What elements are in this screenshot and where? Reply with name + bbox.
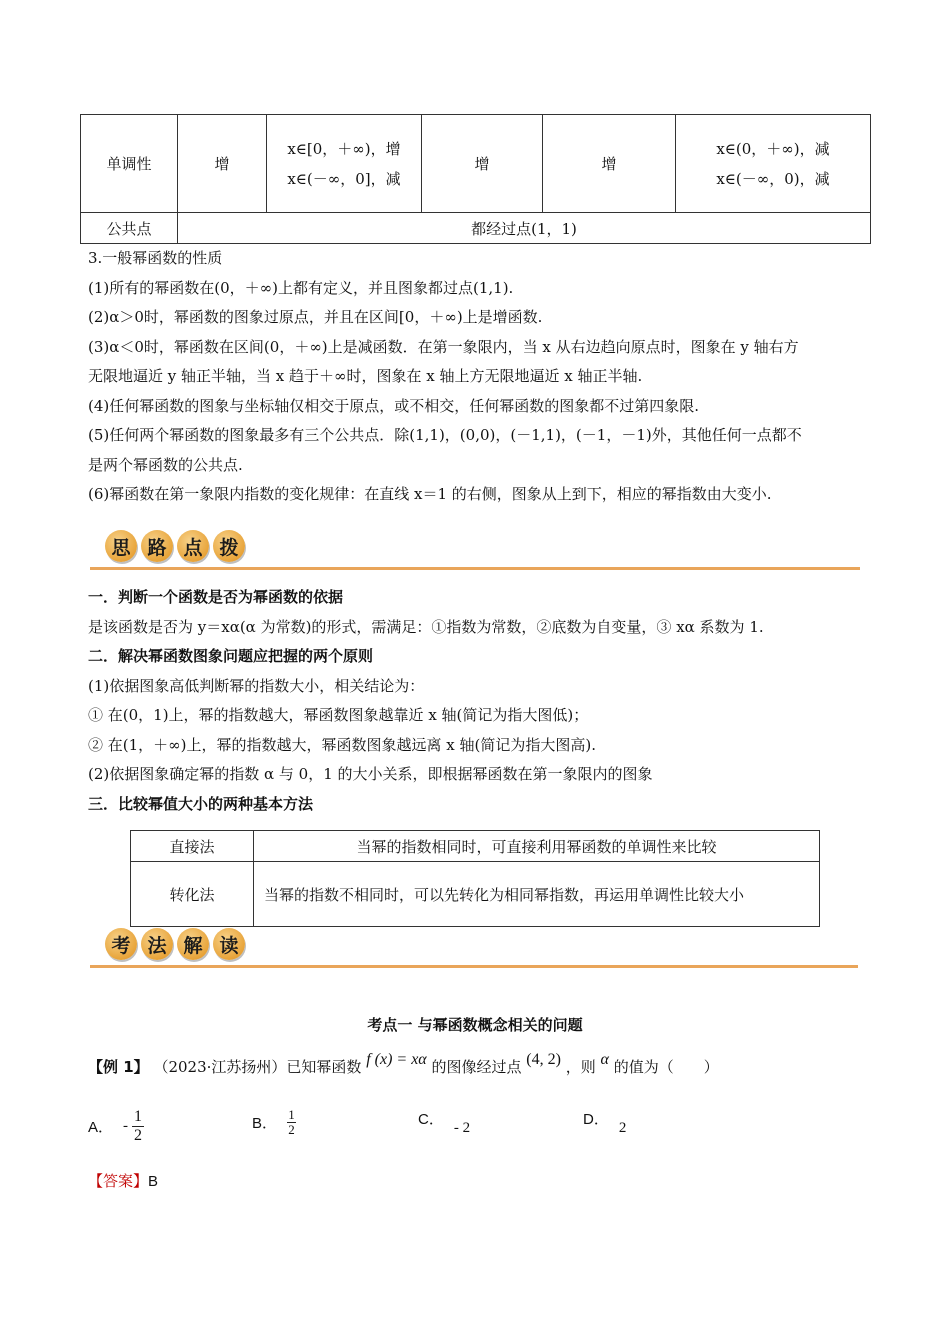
option-a-fraction bbox=[132, 1108, 144, 1145]
option-d-value: 2 bbox=[618, 1120, 627, 1136]
example-1 bbox=[88, 1051, 719, 1077]
power-function-table bbox=[80, 114, 871, 244]
tips-heading-2: 二．解决幂函数图象问题应把握的两个原则 bbox=[88, 647, 374, 665]
banner-methods-char-4: 读 bbox=[213, 928, 245, 960]
tips-section bbox=[88, 583, 868, 819]
banner-tips-char-3: 点 bbox=[177, 530, 209, 562]
option-c-value: - 2 bbox=[453, 1120, 471, 1136]
banner-methods-char-2: 法 bbox=[141, 928, 173, 960]
monotonic-label: 单调性 bbox=[81, 115, 178, 213]
method-row-transform bbox=[131, 862, 820, 927]
answer-label: 【答案】 bbox=[88, 1172, 149, 1190]
tips-heading-3: 三．比较幂值大小的两种基本方法 bbox=[88, 794, 314, 813]
monotonic-c5-line1: x∈(0，＋∞)，减 bbox=[716, 139, 830, 158]
property-3-line1: (3)α＜0时，幂函数在区间(0，＋∞)上是减函数．在第一象限内，当 x 从右边趋向原点时，图象在 y 轴右方 bbox=[88, 337, 799, 356]
tips-text-1: 是该函数是否为 y＝xα(α 为常数)的形式，需满足：①指数为常数，②底数为自变量，③ xα 系数为 1. bbox=[88, 617, 764, 636]
method-transform-key: 转化法 bbox=[131, 862, 254, 927]
option-c[interactable] bbox=[418, 1108, 471, 1136]
method-direct-value: 当幂的指数相同时，可直接利用幂函数的单调性来比较 bbox=[254, 831, 820, 862]
common-point-value: 都经过点(1，1) bbox=[178, 213, 871, 244]
property-6: (6)幂函数在第一象限内指数的变化规律：在直线 x＝1 的右侧，图象从上到下，相应的幂指数由大变小. bbox=[88, 485, 772, 503]
banner-tips-char-2: 路 bbox=[141, 530, 173, 562]
banner-tips-char-1: 思 bbox=[105, 530, 137, 562]
property-2: (2)α＞0时，幂函数的图象过原点，并且在区间[0，＋∞)上是增函数. bbox=[88, 308, 543, 326]
option-c-label: C． bbox=[418, 1111, 444, 1128]
monotonic-c2 bbox=[267, 115, 422, 213]
example-alpha: α bbox=[600, 1051, 609, 1068]
common-point-row bbox=[81, 213, 871, 244]
option-b-fraction bbox=[287, 1108, 296, 1137]
example-text-c: ，则 bbox=[565, 1058, 596, 1076]
example-text-b: 的图像经过点 bbox=[431, 1058, 522, 1076]
example-label: 【例 1】 bbox=[88, 1058, 149, 1076]
monotonic-c4: 增 bbox=[543, 115, 676, 213]
option-b-denominator: 2 bbox=[288, 1122, 295, 1137]
banner-methods-char-1: 考 bbox=[105, 928, 137, 960]
property-5-line2: 是两个幂函数的公共点. bbox=[88, 455, 243, 474]
example-formula: f (x) = xα bbox=[366, 1051, 427, 1068]
monotonic-c5 bbox=[676, 115, 871, 213]
banner-tips bbox=[105, 530, 245, 570]
comparison-methods-table bbox=[130, 830, 820, 927]
tips-text-2b: ① 在(0，1)上，幂的指数越大，幂函数图象越靠近 x 轴(简记为指大图低)； bbox=[88, 706, 589, 724]
option-d[interactable] bbox=[583, 1108, 627, 1136]
tips-heading-1: 一．判断一个函数是否为幂函数的依据 bbox=[88, 588, 344, 606]
answer-value: B bbox=[148, 1173, 159, 1190]
banner-methods bbox=[105, 928, 245, 968]
monotonic-c5-line2: x∈(－∞，0)，减 bbox=[716, 169, 830, 188]
property-5-line1: (5)任何两个幂函数的图象最多有三个公共点．除(1,1)，(0,0)，(－1,1)，(－1，－1)外，其他任何一点都不 bbox=[88, 426, 802, 444]
option-a[interactable] bbox=[88, 1108, 144, 1145]
common-point-label: 公共点 bbox=[81, 213, 178, 244]
option-b[interactable] bbox=[252, 1108, 296, 1137]
example-point: (4, 2) bbox=[526, 1051, 561, 1068]
method-transform-value: 当幂的指数不相同时，可以先转化为相同幂指数，再运用单调性比较大小 bbox=[254, 862, 820, 927]
banner-tips-char-4: 拨 bbox=[213, 530, 245, 562]
banner-tips-rule bbox=[90, 567, 860, 570]
tips-text-2d: (2)依据图象确定幂的指数 α 与 0，1 的大小关系，即根据幂函数在第一象限内的图象 bbox=[88, 765, 653, 783]
properties-heading: 3.一般幂函数的性质 bbox=[88, 249, 223, 267]
tips-text-2c: ② 在(1，＋∞)上，幂的指数越大，幂函数图象越远离 x 轴(简记为指大图高). bbox=[88, 735, 596, 754]
banner-methods-char-3: 解 bbox=[177, 928, 209, 960]
property-1: (1)所有的幂函数在(0，＋∞)上都有定义，并且图象都过点(1,1). bbox=[88, 278, 514, 297]
option-a-sign: - bbox=[123, 1118, 129, 1134]
option-a-numerator: 1 bbox=[134, 1108, 143, 1125]
monotonic-c3: 增 bbox=[422, 115, 543, 213]
example-text-a: （2023·江苏扬州）已知幂函数 bbox=[153, 1058, 362, 1076]
property-4: (4)任何幂函数的图象与坐标轴仅相交于原点，或不相交，任何幂函数的图象都不过第四象限. bbox=[88, 396, 700, 415]
monotonic-c1: 增 bbox=[178, 115, 267, 213]
monotonic-row bbox=[81, 115, 871, 213]
option-a-denominator: 2 bbox=[134, 1127, 143, 1144]
method-row-direct bbox=[131, 831, 820, 862]
properties-section bbox=[88, 244, 868, 510]
monotonic-c2-line1: x∈[0，＋∞)，增 bbox=[287, 139, 401, 158]
property-3-line2: 无限地逼近 y 轴正半轴，当 x 趋于＋∞时，图象在 x 轴上方无限地逼近 x 轴正半轴. bbox=[88, 367, 643, 385]
answer bbox=[88, 1170, 158, 1191]
option-d-label: D． bbox=[583, 1111, 609, 1128]
banner-methods-rule bbox=[90, 965, 858, 968]
option-b-label: B． bbox=[252, 1115, 278, 1132]
option-a-label: A． bbox=[88, 1119, 114, 1136]
method-direct-key: 直接法 bbox=[131, 831, 254, 862]
example-text-d: 的值为（ ） bbox=[613, 1058, 719, 1076]
option-b-numerator: 1 bbox=[288, 1107, 295, 1122]
tips-text-2a: (1)依据图象高低判断幂的指数大小，相关结论为： bbox=[88, 676, 425, 695]
section-title: 考点一 与幂函数概念相关的问题 bbox=[367, 1016, 583, 1034]
monotonic-c2-line2: x∈(－∞，0]，减 bbox=[287, 169, 401, 188]
